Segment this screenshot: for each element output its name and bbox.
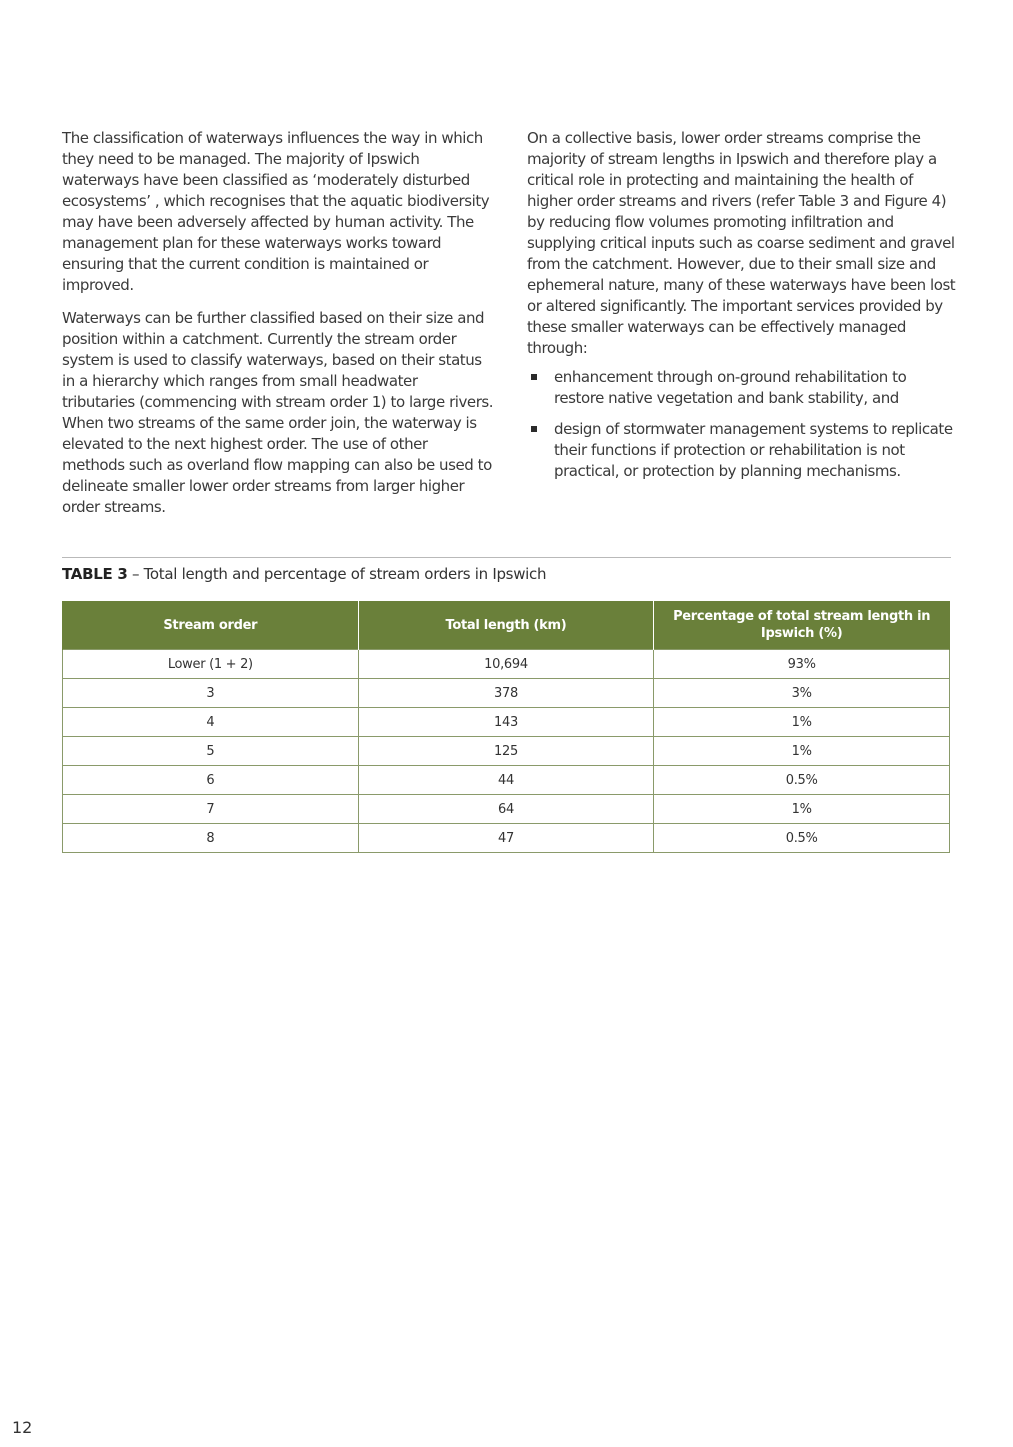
cell-percentage: 0.5% (654, 824, 950, 853)
cell-percentage: 3% (654, 679, 950, 708)
table-header-row (63, 601, 950, 650)
cell-percentage: 1% (654, 708, 950, 737)
cell-stream-order: 4 (63, 708, 359, 737)
left-column (62, 128, 494, 530)
table-row (63, 795, 950, 824)
square-bullet-icon (531, 426, 537, 432)
section-divider (62, 557, 951, 558)
table-caption-label: TABLE 3 (62, 565, 128, 583)
cell-total-length: 378 (358, 679, 654, 708)
cell-percentage: 1% (654, 737, 950, 766)
table-row (63, 650, 950, 679)
cell-stream-order: 3 (63, 679, 359, 708)
bullet-item (527, 367, 959, 409)
table-row (63, 737, 950, 766)
page-number: 12 (12, 1418, 33, 1437)
header-stream-order: Stream order (63, 601, 359, 650)
header-percentage: Percentage of total stream length in Ipswich (%) (654, 601, 950, 650)
stream-order-table (62, 601, 950, 853)
table-caption (62, 565, 546, 583)
cell-stream-order: Lower (1 + 2) (63, 650, 359, 679)
table-row (63, 708, 950, 737)
cell-total-length: 10,694 (358, 650, 654, 679)
body-paragraph: The classification of waterways influences the way in which they need to be managed. The majority of Ipswich waterways have been classified as ‘moderately disturbed ecosystems’ , which recognises that the aquatic biodiversity may have been adversely affected by human activity. The management plan for these waterways works toward ensuring that the current condition is maintained or improved. (62, 129, 490, 294)
cell-stream-order: 8 (63, 824, 359, 853)
table-row (63, 824, 950, 853)
cell-total-length: 44 (358, 766, 654, 795)
bullet-text: design of stormwater management systems to replicate their functions if protection or rehabilitation is not practical, or protection by planning mechanisms. (554, 420, 953, 480)
cell-percentage: 93% (654, 650, 950, 679)
table-caption-text: – Total length and percentage of stream orders in Ipswich (127, 565, 547, 583)
cell-total-length: 47 (358, 824, 654, 853)
body-paragraph: Waterways can be further classified based on their size and position within a catchment. Currently the stream order system is used to classify waterways, based on their status in a hierarchy which ranges from small headwater tributaries (commencing with stream order 1) to large rivers. When two streams of the same order join, the waterway is elevated to the next highest order. The use of other methods such as overland flow mapping can also be used to delineate smaller lower order streams from larger higher order streams. (62, 309, 494, 516)
cell-total-length: 64 (358, 795, 654, 824)
header-total-length: Total length (km) (358, 601, 654, 650)
square-bullet-icon (531, 374, 537, 380)
cell-stream-order: 5 (63, 737, 359, 766)
cell-total-length: 125 (358, 737, 654, 766)
bullet-text: enhancement through on-ground rehabilitation to restore native vegetation and bank stability, and (554, 368, 907, 407)
bullet-list (527, 367, 959, 482)
cell-percentage: 1% (654, 795, 950, 824)
bullet-item (527, 419, 959, 482)
table-row (63, 679, 950, 708)
body-paragraph: On a collective basis, lower order streams comprise the majority of stream lengths in Ipswich and therefore play a critical role in protecting and maintaining the health of higher order streams and rivers (refer Table 3 and Figure 4) by reducing flow volumes promoting infiltration and supplying critical inputs such as coarse sediment and gravel from the catchment. However, due to their small size and ephemeral nature, many of these waterways have been lost or altered significantly. The important services provided by these smaller waterways can be effectively managed through: (527, 129, 956, 357)
cell-percentage: 0.5% (654, 766, 950, 795)
cell-stream-order: 6 (63, 766, 359, 795)
table-row (63, 766, 950, 795)
cell-total-length: 143 (358, 708, 654, 737)
cell-stream-order: 7 (63, 795, 359, 824)
right-column (527, 128, 959, 492)
